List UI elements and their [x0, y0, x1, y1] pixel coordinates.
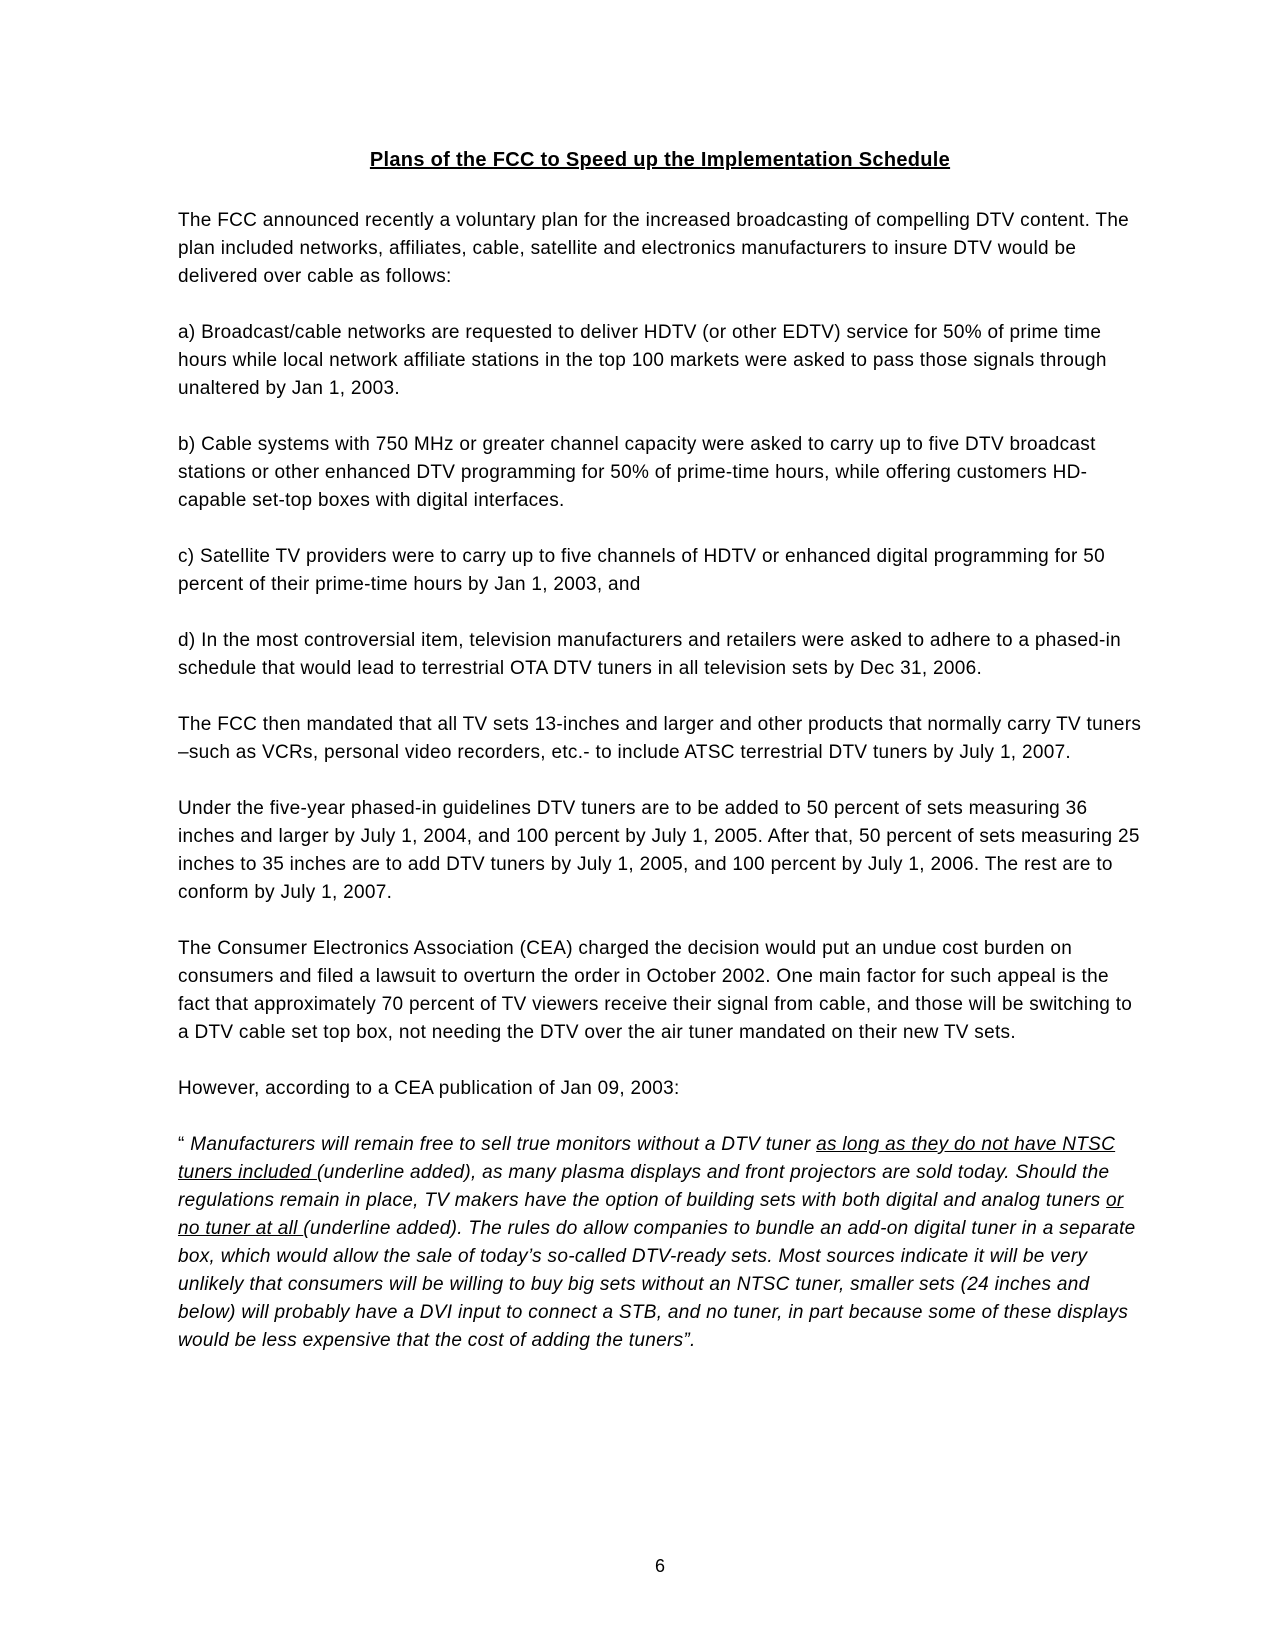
paragraph — [178, 543, 1142, 599]
paragraph — [178, 207, 1142, 291]
page-title: Plans of the FCC to Speed up the Implementation Schedule — [369, 149, 951, 171]
text-run: However, according to a CEA publication of Jan 09, 2003: — [178, 1078, 680, 1099]
paragraph — [178, 711, 1142, 767]
text-run: b) Cable systems with 750 MHz or greater channel capacity were asked to carry up to five DTV broadcast stations or other enhanced DTV programming for 50% of prime-time hours, while offering customers HD-capable set-top boxes with digital interfaces. — [178, 434, 1096, 511]
text-run: The FCC then mandated that all TV sets 13-inches and larger and other products that normally carry TV tuners –such as VCRs, personal video recorders, etc.- to include ATSC terrestrial DTV tuners by July 1, 2007. — [178, 714, 1142, 763]
text-run: as long as they do not have NTSC tuners included — [178, 1134, 1116, 1183]
paragraph-list — [178, 207, 1142, 1355]
paragraph — [178, 1131, 1142, 1355]
text-run: (underline added). The rules do allow companies to bundle an add-on digital tuner in a separate box, which would allow the sale of today’s so-called DTV-ready sets. Most sources indicate it will be very unlikely that consumers will be willing to buy big sets without an NTSC tuner, smaller sets (24 inches and below) will probably have a DVI input to connect a STB, and no tuner, in part because some of these displays would be less expensive that the cost of adding the tuners”. — [178, 1218, 1136, 1351]
paragraph — [178, 935, 1142, 1047]
paragraph — [178, 795, 1142, 907]
text-run: The FCC announced recently a voluntary plan for the increased broadcasting of compelling DTV content. The plan included networks, affiliates, cable, satellite and electronics manufacturers to insure DTV would be delivered over cable as follows: — [178, 210, 1130, 287]
text-run: Manufacturers will remain free to sell true monitors without a DTV tuner — [190, 1134, 817, 1155]
paragraph — [178, 319, 1142, 403]
text-run: (underline added), as many plasma displays and front projectors are sold today. Should the regulations remain in place, TV makers have the option of building sets with both digital and analog tuners — [178, 1162, 1110, 1211]
text-run: a) Broadcast/cable networks are requested to deliver HDTV (or other EDTV) service for 50% of prime time hours while local network affiliate stations in the top 100 markets were asked to pass those signals through unaltered by Jan 1, 2003. — [178, 322, 1107, 399]
text-run: “ — [178, 1134, 191, 1155]
text-run: c) Satellite TV providers were to carry up to five channels of HDTV or enhanced digital programming for 50 percent of their prime-time hours by Jan 1, 2003, and — [178, 546, 1105, 595]
paragraph — [178, 627, 1142, 683]
paragraph — [178, 431, 1142, 515]
text-run: The Consumer Electronics Association (CEA) charged the decision would put an undue cost burden on consumers and filed a lawsuit to overturn the order in October 2002. One main factor for such appeal is the fact that approximately 70 percent of TV viewers receive their signal from cable, and those will be switching to a DTV cable set top box, not needing the DTV over the air tuner mandated on their new TV sets. — [178, 938, 1133, 1043]
text-run: Under the five-year phased-in guidelines DTV tuners are to be added to 50 percent of sets measuring 36 inches and larger by July 1, 2004, and 100 percent by July 1, 2005. After that, 50 percent of sets measuring 25 inches to 35 inches are to add DTV tuners by July 1, 2005, and 100 percent by July 1, 2006. The rest are to conform by July 1, 2007. — [178, 798, 1140, 903]
text-run: d) In the most controversial item, television manufacturers and retailers were asked to adhere to a phased-in schedule that would lead to terrestrial OTA DTV tuners in all television sets by Dec 31, 2006. — [178, 630, 1122, 679]
page-number: 6 — [654, 1556, 665, 1576]
paragraph — [178, 1075, 1142, 1103]
document-content — [178, 146, 1142, 1383]
text-run: or no tuner at all — [178, 1190, 1124, 1239]
